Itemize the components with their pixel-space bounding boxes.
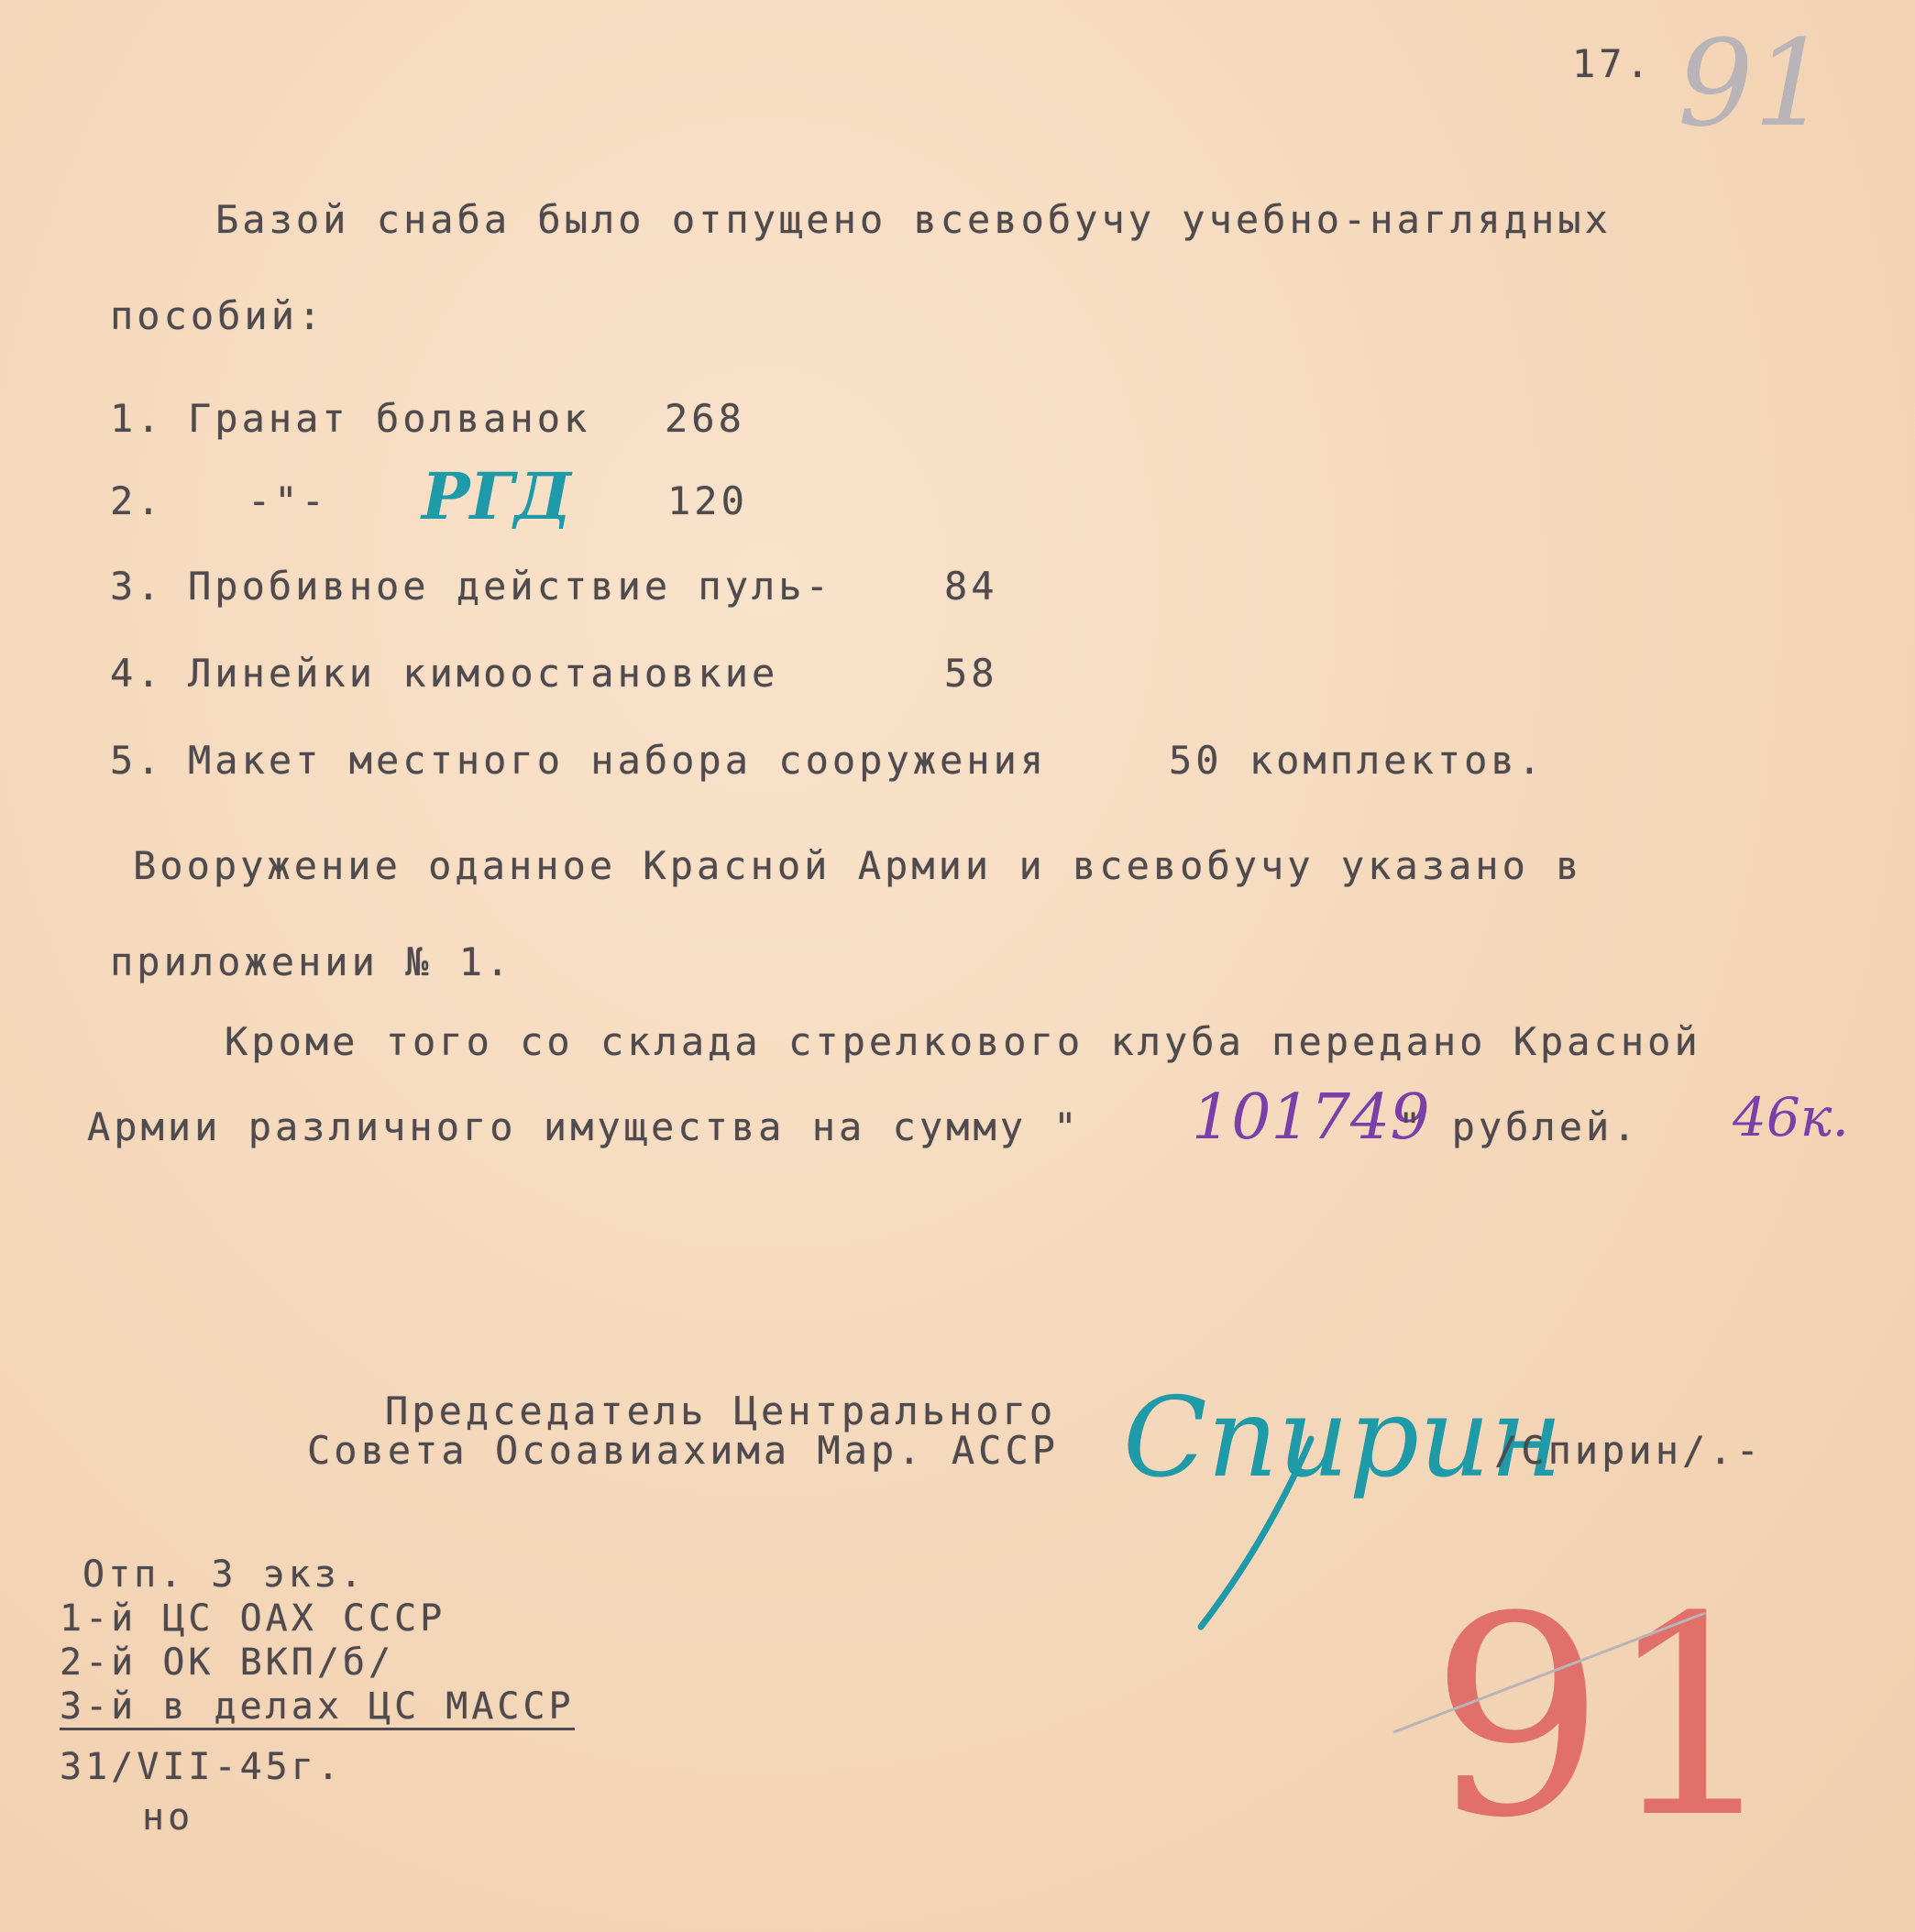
para3-line-2b: " рублей. bbox=[1398, 1104, 1640, 1149]
para3-line-2a: Армии различного имущества на сумму " bbox=[87, 1104, 1081, 1149]
handwritten-sum: 101749 bbox=[1192, 1081, 1430, 1154]
item-value: 120 bbox=[667, 478, 748, 523]
item-text: Макет местного набора сооружения bbox=[188, 738, 1048, 783]
intro-line-2: пособий: bbox=[110, 293, 325, 338]
signature-title-2: Совета Осоавиахима Мар. АССР bbox=[307, 1428, 1060, 1473]
handwritten-kopecks: 46к. bbox=[1733, 1086, 1849, 1148]
item-value: 268 bbox=[665, 396, 745, 441]
distribution-line: 3-й в делах ЦС МАССР bbox=[60, 1685, 575, 1730]
signature-title-1: Председатель Центрального bbox=[385, 1389, 1057, 1433]
item-text: Пробивное действие пуль- bbox=[188, 564, 832, 609]
item-number: 3. bbox=[110, 564, 164, 609]
para2-line-1: Вооружение оданное Красной Армии и всевобучу указано в bbox=[133, 843, 1583, 888]
para3-line-1: Кроме того со склада стрелкового клуба передано Красной bbox=[225, 1019, 1701, 1064]
signature-stroke bbox=[1173, 1430, 1357, 1641]
archive-page-number: 91 bbox=[1430, 1558, 1780, 1878]
distribution-line: 31/VII-45г. bbox=[60, 1746, 343, 1788]
distribution-line: Отп. 3 экз. bbox=[83, 1553, 366, 1596]
item-text: -"- bbox=[248, 478, 328, 523]
item-value: 50 комплектов. bbox=[1169, 738, 1546, 783]
distribution-line: 2-й ОК ВКП/б/ bbox=[60, 1641, 395, 1684]
item-number: 5. bbox=[110, 738, 164, 783]
intro-line-1: Базой снаба было отпущено всевобучу учебно-наглядных bbox=[215, 197, 1612, 242]
signature-name: /Спирин/.- bbox=[1494, 1428, 1763, 1473]
distribution-line: но bbox=[142, 1796, 194, 1839]
item-number: 1. bbox=[110, 396, 164, 441]
page-number: 17. bbox=[1572, 41, 1653, 86]
item-value: 58 bbox=[944, 651, 998, 696]
pencil-folio-mark: 91 bbox=[1678, 14, 1830, 153]
item-text: Гранат болванок bbox=[188, 396, 591, 441]
item-text: Линейки кимоостановкие bbox=[188, 651, 779, 696]
item-handwritten-note: РГД bbox=[422, 458, 572, 534]
item-number: 2. bbox=[110, 478, 164, 523]
signature: Спирин bbox=[1123, 1375, 1563, 1502]
item-number: 4. bbox=[110, 651, 164, 696]
item-value: 84 bbox=[944, 564, 998, 609]
distribution-line: 1-й ЦС ОАХ СССР bbox=[60, 1597, 446, 1640]
pencil-strike bbox=[1384, 1604, 1714, 1741]
para2-line-2: приложении № 1. bbox=[110, 939, 513, 984]
